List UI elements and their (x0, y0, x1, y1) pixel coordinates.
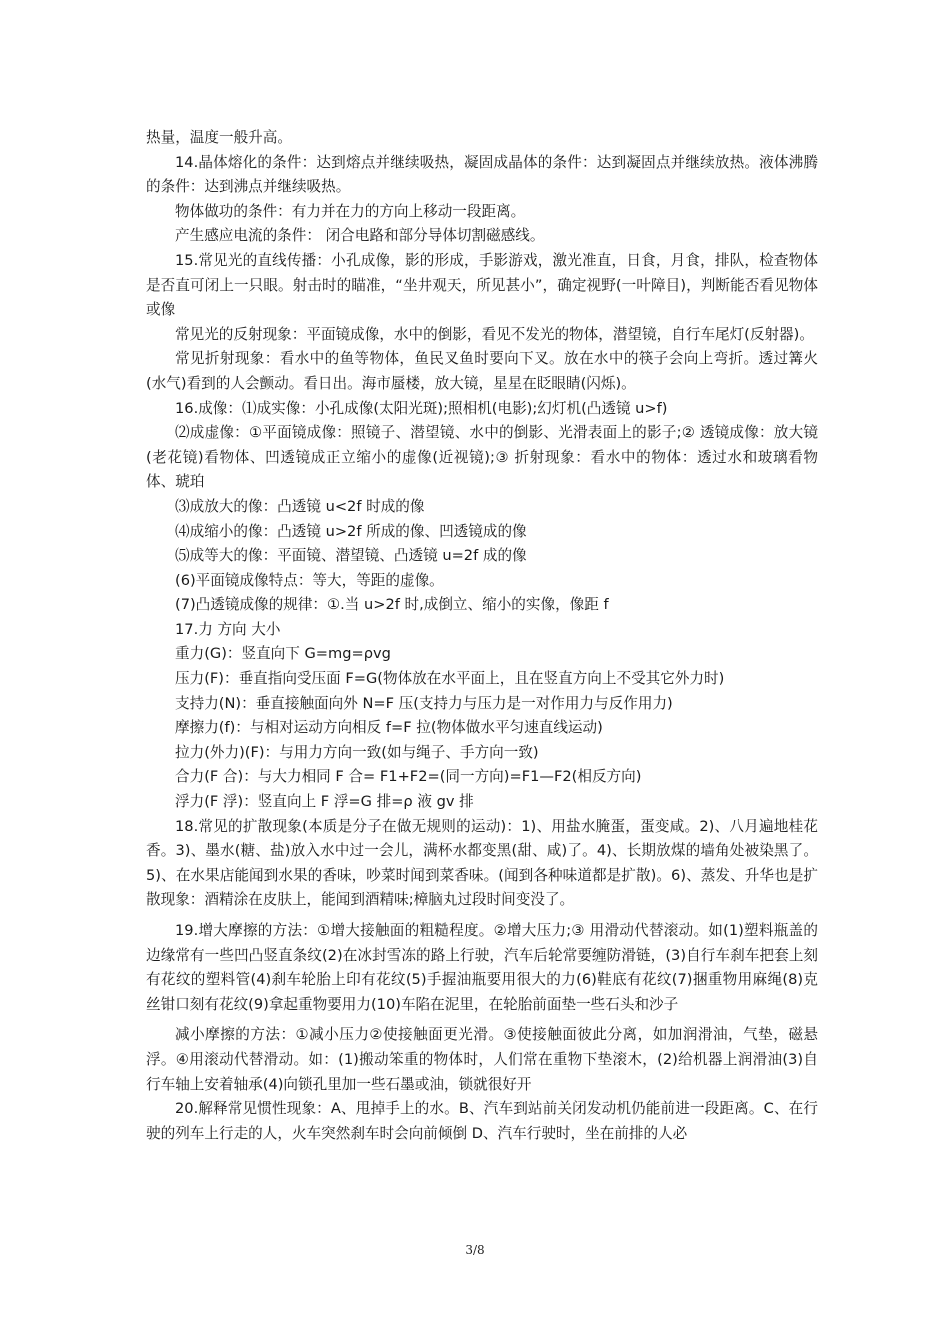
paragraph-convex-lens-rule: (7)凸透镜成像的规律：①.当 u>2f 时,成倒立、缩小的实像，像距 f (175, 596, 609, 614)
paragraph-item-14: 14.晶体熔化的条件：达到熔点并继续吸热，凝固成晶体的条件：达到凝固点并继续放热。液体沸腾的条件：达到沸点并继续吸热。 (146, 153, 818, 196)
paragraph-plane-mirror: (6)平面镜成像特点：等大，等距的虚像。 (175, 571, 444, 589)
paragraph-item-15: 15.常见光的直线传播：小孔成像，影的形成，手影游戏，激光准直，日食，月食，排队，检查物体是否直可闭上一只眼。射击时的瞄准，“坐井观天，所见甚小”，确定视野(一叶障目)，判断能否看见物体或像 (146, 251, 818, 319)
paragraph-buoyancy: 浮力(F 浮)：竖直向上 F 浮=G 排=ρ 液 gv 排 (175, 793, 474, 811)
paragraph-gravity: 重力(G)：竖直向下 G=mg=ρvg (175, 645, 391, 663)
page-number: 3/8 (465, 1243, 485, 1257)
paragraph-work-condition: 物体做功的条件：有力并在力的方向上移动一段距离。 (175, 202, 526, 220)
paragraph-reduce-friction: 减小摩擦的方法：①减小压力②使接触面更光滑。③使接触面彼此分离，如加润滑油，气垫，磁悬浮。④用滚动代替滑动。如：(1)搬动笨重的物体时，人们常在重物下垫滚木，(2)给机器上润滑油(3)自行车轴上安着轴承(4)向锁孔里加一些石墨或油，锁就很好开 (146, 1026, 818, 1093)
paragraph-pressure-force: 压力(F)：垂直指向受压面 F=G(物体放在水平面上，且在竖直方向上不受其它外力时) (175, 670, 725, 688)
paragraph-heat-continued: 热量，温度一般升高。 (146, 129, 292, 146)
paragraph-item-20: 20.解释常见惯性现象：A、甩掉手上的水。B、汽车到站前关闭发动机仍能前进一段距离。C、在行驶的列车上行走的人，火车突然刹车时会向前倾倒 D、汽车行驶时，坐在前排的人必 (146, 1100, 818, 1142)
paragraph-resultant-force: 合力(F 合)：与大力相同 F 合= F1+F2=(同一方向)=F1—F2(相反方向) (175, 768, 642, 786)
paragraph-magnified-image: ⑶成放大的像：凸透镜 u<2f 时成的像 (175, 497, 425, 515)
paragraph-reduced-image: ⑷成缩小的像：凸透镜 u>2f 所成的像、凹透镜成的像 (175, 522, 527, 540)
paragraph-induced-current: 产生感应电流的条件： 闭合电路和部分导体切割磁感线。 (175, 227, 545, 245)
paragraph-item-19: 19.增大摩擦的方法：①增大接触面的粗糙程度。②增大压力;③ 用滑动代替滚动。如(1)塑料瓶盖的边缘常有一些凹凸竖直条纹(2)在冰封雪冻的路上行驶，汽车后轮常要缠防滑链，(3)自行车刹车把套上刻有花纹的塑料管(4)刹车轮胎上印有花纹(5)手握油瓶要用很大的力(6)鞋底有花纹(7)捆重物用麻绳(8)克丝钳口刻有花纹(9)拿起重物要用力(10)车陷在泥里，在轮胎前面垫一些石头和沙子 (146, 922, 818, 1013)
paragraph-virtual-image: ⑵成虚像：①平面镜成像：照镜子、潜望镜、水中的倒影、光滑表面上的影子;② 透镜成像：放大镜(老花镜)看物体、凹透镜成正立缩小的虚像(近视镜);③ 折射现象：看水中的物体：透过水和玻璃看物体、琥珀 (146, 424, 818, 491)
page-body (146, 126, 818, 1146)
paragraph-item-18: 18.常见的扩散现象(本质是分子在做无规则的运动)：1)、用盐水腌蛋，蛋变咸。2)、八月遍地桂花香。3)、墨水(糖、盐)放入水中过一会儿，满杯水都变黑(甜、咸)了。4)、长期放煤的墙角处被染黑了。5)、在水果店能闻到水果的香味，吵菜时闻到菜香味。(闻到各种味道都是扩散)。6)、蒸发、升华也是扩散现象：酒精涂在皮肤上，能闻到酒精味;樟脑丸过段时间变没了。 (146, 817, 818, 909)
paragraph-reflection: 常见光的反射现象：平面镜成像，水中的倒影，看见不发光的物体，潜望镜，自行车尾灯(反射器)。 (175, 325, 814, 343)
paragraph-item-16: 16.成像：⑴成实像：小孔成像(太阳光斑);照相机(电影);幻灯机(凸透镜 u>f) (175, 399, 668, 417)
paragraph-item-17: 17.力 方向 大小 (175, 620, 281, 638)
paragraph-pull-force: 拉力(外力)(F)：与用力方向一致(如与绳子、手方向一致) (175, 743, 539, 761)
paragraph-support-force: 支持力(N)：垂直接触面向外 N=F 压(支持力与压力是一对作用力与反作用力) (175, 694, 673, 712)
paragraph-refraction: 常见折射现象：看水中的鱼等物体，鱼民叉鱼时要向下叉。放在水中的筷子会向上弯折。透过篝火(水气)看到的人会颤动。看日出。海市蜃楼，放大镜，星星在眨眼睛(闪烁)。 (146, 350, 818, 392)
paragraph-friction: 摩擦力(f)：与相对运动方向相反 f=F 拉(物体做水平匀速直线运动) (175, 719, 603, 737)
paragraph-equal-image: ⑸成等大的像：平面镜、潜望镜、凸透镜 u=2f 成的像 (175, 547, 527, 565)
